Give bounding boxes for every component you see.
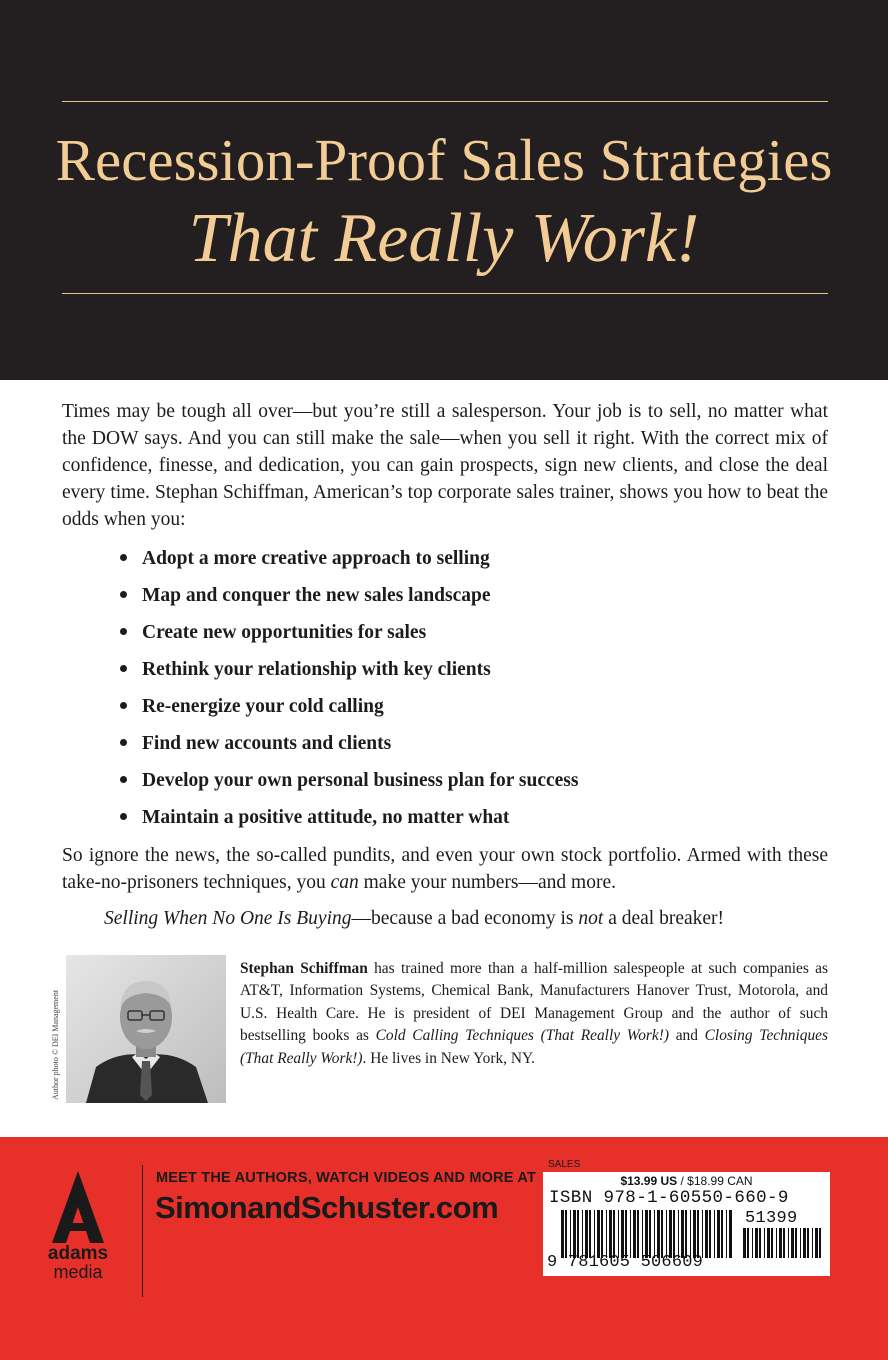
bullet-text: Rethink your relationship with key clients: [142, 659, 491, 680]
intro-paragraph: Times may be tough all over—but you’re still a salesperson. Your job is to sell, no matter what the DOW says. And you can still make the sale—when you sell it right. With the correct mix of confidence, finesse, and dedication, you can gain prospects, sign new clients, and close the deal every time. Stephan Schiffman, American’s top corporate sales trainer, shows you how to beat the odds when you:: [62, 401, 828, 530]
bullet-icon: [120, 702, 127, 709]
bullet-text: Create new opportunities for sales: [142, 622, 427, 643]
closing-text-1: So ignore the news, the so-called pundits, and even your own stock portfolio. Armed with these take-no-prisoners techniques, you: [62, 845, 828, 893]
list-item: [108, 799, 828, 836]
bullet-icon: [120, 739, 127, 746]
category-label: SALES: [548, 1159, 581, 1170]
publisher-website: SimonandSchuster.com: [155, 1190, 499, 1225]
book-title-2: Closing Techniques (That Really Work!): [240, 1027, 828, 1067]
bullet-icon: [120, 628, 127, 635]
promo-text: MEET THE AUTHORS, WATCH VIDEOS AND MORE AT: [156, 1170, 537, 1186]
bullet-icon: [120, 554, 127, 561]
tagline: [104, 905, 844, 932]
bio-text-3: . He lives in New York, NY.: [362, 1049, 535, 1067]
bullet-text: Re-energize your cold calling: [142, 696, 384, 717]
bullet-text: Develop your own personal business plan for success: [142, 770, 579, 791]
supplement-digits: 51399: [745, 1209, 798, 1228]
bottom-rule: [62, 293, 828, 294]
bio-text-1: has trained more than a half-million salespeople at such companies as AT&T, Information Systems, Chemical Bank, Manufacturers Hanover Trust, Motorola, and U.S. Health Care. He is president of DEI Management Group and the author of such bestselling books as: [240, 960, 829, 1045]
logo-divider: [142, 1165, 143, 1297]
tagline-emphasis: not: [578, 908, 604, 929]
bullet-icon: [120, 591, 127, 598]
price-can: $18.99 CAN: [687, 1174, 753, 1188]
list-item: [108, 577, 828, 614]
author-photo: [66, 955, 226, 1103]
bio-text-2: and: [668, 1027, 705, 1045]
headline-line2: That Really Work!: [188, 200, 700, 277]
list-item: [108, 688, 828, 725]
tagline-end: a deal breaker!: [603, 908, 725, 929]
closing-text-2: make your numbers—and more.: [358, 872, 616, 893]
wordmark-adams: adams: [47, 1243, 109, 1264]
barcode-box: [543, 1172, 830, 1276]
bullet-icon: [120, 813, 127, 820]
publisher-wordmark: [22, 1245, 134, 1281]
author-name: Stephan Schiffman: [240, 960, 368, 977]
bullet-icon: [120, 665, 127, 672]
header-band: [0, 0, 888, 380]
tagline-middle: —because a bad economy is: [351, 908, 579, 929]
closing-emphasis: can: [330, 872, 359, 893]
bullet-text: Maintain a positive attitude, no matter what: [142, 807, 510, 828]
list-item: [108, 614, 828, 651]
photo-credit: Author photo © DEI Management: [51, 989, 60, 1100]
price-us: $13.99 US: [620, 1174, 678, 1188]
list-item: [108, 725, 828, 762]
bullet-icon: [120, 776, 127, 783]
list-item: [108, 540, 828, 577]
author-bio: [240, 958, 828, 1070]
isbn-text: ISBN 978-1-60550-660-9: [549, 1188, 789, 1208]
list-item: [108, 762, 828, 799]
bullet-text: Find new accounts and clients: [142, 733, 392, 754]
book-title: Selling When No One Is Buying: [104, 908, 352, 929]
list-item: [108, 651, 828, 688]
closing-paragraph: [62, 842, 828, 896]
book-title-1: Cold Calling Techniques (That Really Work!): [375, 1027, 669, 1045]
price-separator: /: [677, 1174, 688, 1188]
bullet-text: Map and conquer the new sales landscape: [142, 585, 491, 606]
ean-digits: 9 781605 506609: [547, 1253, 704, 1272]
wordmark-media: media: [53, 1262, 103, 1282]
bullet-list: [108, 540, 828, 836]
bullet-text: Adopt a more creative approach to selling: [142, 548, 490, 569]
top-rule: [62, 101, 828, 102]
headline-line1: Recession-Proof Sales Strategies: [55, 127, 833, 193]
